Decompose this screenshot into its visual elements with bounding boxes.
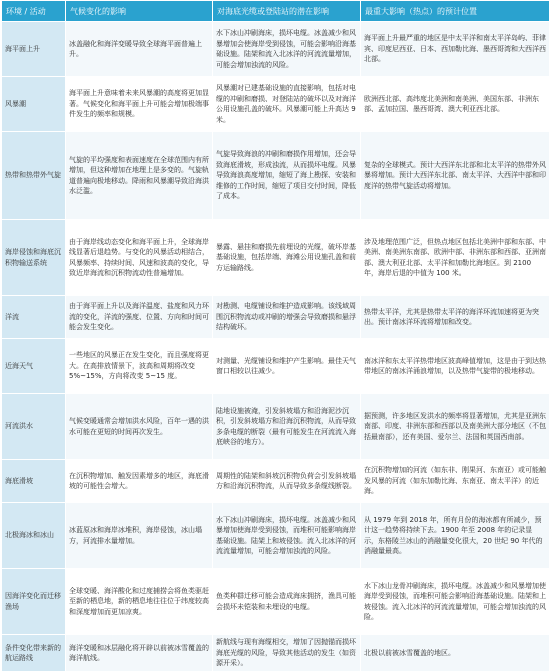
table-row	[2, 22, 550, 77]
cell-effect: 由于海平面上升以及海洋温度、盐度和风力环流的变化，洋流的强度、位置、方向和时间可能会发生变化。	[66, 296, 213, 339]
cell-impact: 风暴潮对已建基础设施的直接影响，包括对电缆的冲刷和磨损、对登陆站的破坏以及对海洋公用设施孔盖的破坏。风暴潮可能上升高达 9 米。	[213, 77, 361, 132]
row-title: 因海洋变化而迁移渔场	[2, 569, 66, 635]
cell-location: 涉及地理范围广泛，但热点地区包括北美洲中部和东部、中美洲、南美洲东南部、欧洲中部、非洲东部和西部、亚洲南部、澳大利亚北部、太平洋和加勒比海地区。到 2100 年，海岸后退的中值为 100 米。	[361, 220, 550, 296]
cell-impact: 暴露、悬挂和磨损先前埋设的光缆，破坏岸基基础设施，包括岸端、海滩公用设施孔盖和前方运输路线。	[213, 220, 361, 296]
table-row	[2, 132, 550, 220]
table-row	[2, 569, 550, 635]
cell-impact: 气旋导致海浪的冲刷和磨损作用增加，还会导致海底滑坡，形成浊流，从而损坏电缆。风暴导致海浪高度增加，缩短了海上勘探、安装和维修的工作时间，缩短了项目交付时间，降低了成本。	[213, 132, 361, 220]
row-title: 洋流	[2, 296, 66, 339]
header-environment: 环境 / 活动	[2, 1, 66, 22]
table-row	[2, 503, 550, 569]
row-title: 热带和热带外气旋	[2, 132, 66, 220]
table-row	[2, 77, 550, 132]
cell-location: 复杂的全球模式。预计大西洋东北部和北太平洋的热带外风暴将增加。预计大西洋东北部、南太平洋、大西洋中部和印度洋的热带气旋活动将增加。	[361, 132, 550, 220]
row-title: 海平面上升	[2, 22, 66, 77]
row-title: 风暴潮	[2, 77, 66, 132]
cell-location: 海平面上升最严重的地区是中太平洋和南太平洋岛屿、菲律宾、印度尼西亚、日本、西加勒比海、墨西哥湾和大西洋西北部。	[361, 22, 550, 77]
table-header-row	[2, 1, 550, 22]
header-hotspot-location: 最重大影响（热点）的预计位置	[361, 1, 550, 22]
cell-effect: 由于海岸线动态变化和海平面上升，全球海岸线显著后退趋势。与变化的风暴活动相结合，风暴频率、持续时间、风速和波高的变化，导致近岸海流和沉积物流动性普遍增加。	[66, 220, 213, 296]
table-row	[2, 460, 550, 503]
cell-location: 北极以前被冰雪覆盖的地区。	[361, 635, 550, 672]
cell-location: 水下冰山龙骨冲刷海床，损坏电缆。冰盖减少和风暴增加使海岸受到侵蚀，而堆积可能会影响沿海基础设施。陆架和上坡侵蚀。流入北冰洋的河流流量增加，可能会增加浊流的风险。	[361, 569, 550, 635]
cell-impact: 对测量、光缆铺设和维护产生影响。最佳天气窗口相较以往减少。	[213, 339, 361, 394]
cell-effect: 海洋变暖和冰层融化将开辟以前被冰雪覆盖的海洋航线。	[66, 635, 213, 672]
header-climate-effect: 气候变化的影响	[66, 1, 213, 22]
cell-effect: 全球变暖、海洋酸化和过度捕捞会将鱼类驱赶至新的栖息地，新的栖息地往往位于纬度较高和深度增加而更加凉爽。	[66, 569, 213, 635]
cell-location: 热带太平洋，尤其是热带太平洋的海洋环流加速将更为突出。预计南冰洋环流将增加和改变。	[361, 296, 550, 339]
cell-location: 欧洲西北部、高纬度北美洲和南美洲、美国东部、非洲东部、孟加拉国、墨西哥湾、澳大利亚西北部。	[361, 77, 550, 132]
cell-impact: 水下冰山冲刷海床，损坏电缆。冰盖减少和风暴增加会使海岸受到侵蚀，可能会影响沿海基础设施。陆架和流入北冰洋的河流流量增加，可能会增加浊流的风险。	[213, 22, 361, 77]
cell-location: 据预测，许多地区发洪水的频率将显著增加，尤其是亚洲东南部、印度、非洲东部和西部以及南美洲大部分地区（不包括最南部），还有美国、爱尔兰、法国和英国西南部。	[361, 394, 550, 460]
cell-impact: 新航线与现有海缆相交，增加了因抛锚而损坏海底光缆的风险，导致其他活动的发生（如资源开采）。	[213, 635, 361, 672]
row-title: 条件变化带来新的航运路线	[2, 635, 66, 672]
header-cable-impact: 对海底光缆或登陆站的潜在影响	[213, 1, 361, 22]
table-row	[2, 220, 550, 296]
cell-effect: 一些地区的风暴正在发生变化，而且强度将更大。在高排放情景下，波高和周期将改变5%~15%，方向将改变 5~15 度。	[66, 339, 213, 394]
row-title: 海底滑坡	[2, 460, 66, 503]
cell-effect: 海平面上升意味着未来风暴潮的高度将更加显著。气候变化和海平面上升可能会增加极端事件发生的频率和规模。	[66, 77, 213, 132]
cell-effect: 冰蓝原冰和海岸冰堆积，海岸侵蚀，冰山塌方，河流排水量增加。	[66, 503, 213, 569]
cell-impact: 鱼类种群迁移可能会造成海床拥挤，渔具可能会损坏未铠装和未埋设的电缆。	[213, 569, 361, 635]
row-title: 近海天气	[2, 339, 66, 394]
cell-effect: 冰盖融化和海洋变暖导致全球海平面普遍上升。	[66, 22, 213, 77]
cell-effect: 在沉积物增加、触发因素增多的地区，海底滑坡的可能性会增大。	[66, 460, 213, 503]
row-title: 河流洪水	[2, 394, 66, 460]
cell-impact: 周期性的陆架和斜坡沉积物负荷会引发斜坡塌方和沿海沉积物流，从而导致多条缆线断裂。	[213, 460, 361, 503]
table-row	[2, 296, 550, 339]
cell-location: 南冰洋和东太平洋热带地区波高峰值增加，这是由于到达热带地区的南冰洋涌浪增加，以及热带气旋带的极地移动。	[361, 339, 550, 394]
cell-effect: 气候变暖通常会增加洪水风险，百年一遇的洪水可能在更短的时间再次发生。	[66, 394, 213, 460]
climate-impact-table	[1, 0, 550, 672]
cell-effect: 气旋的平均强度和表面速度在全球范围内有所增加，但这种增加在地理上是多变的。气旋轨道普遍向极地移动。降雨和风暴潮导致沿海洪水泛滥。	[66, 132, 213, 220]
table-row	[2, 635, 550, 672]
table-row	[2, 394, 550, 460]
cell-impact: 陆地设施被淹，引发斜坡塌方和沿海泥沙沉积，引发斜坡塌方和沿海沉积物流，从而导致多条电缆的断裂（最有可能发生在河流流入海底峡谷的地方）。	[213, 394, 361, 460]
cell-impact: 对勘测、电缆铺设和维护造成影响。该线域周围沉积物流动或冲刷的增强会导致磨损和悬浮结构破坏。	[213, 296, 361, 339]
cell-location: 从 1979 年到 2018 年，所有月份的海冰都有所减少，预计这一趋势将持续下去。1900 年至 2008 年的记录显示，东格陵兰冰山的消融量变化很大，20 世纪 90 年代的消融量最高。	[361, 503, 550, 569]
table-row	[2, 339, 550, 394]
row-title: 北极海冰和冰山	[2, 503, 66, 569]
row-title: 海岸侵蚀和海底沉积物输送系统	[2, 220, 66, 296]
cell-location: 在沉积物增加的河流（如东非、刚果河、东南亚）或可能触发风暴的河流（如东加勒比海、东南亚、南太平洋）的近海。	[361, 460, 550, 503]
cell-impact: 水下冰山冲刷海床，损坏电缆。冰盖减少和风暴增加使海岸受到侵蚀，而堆积可能影响海岸基础设施。陆架上和坡侵蚀。流入北冰洋的河流流量增加，可能会增加浊流的风险。	[213, 503, 361, 569]
